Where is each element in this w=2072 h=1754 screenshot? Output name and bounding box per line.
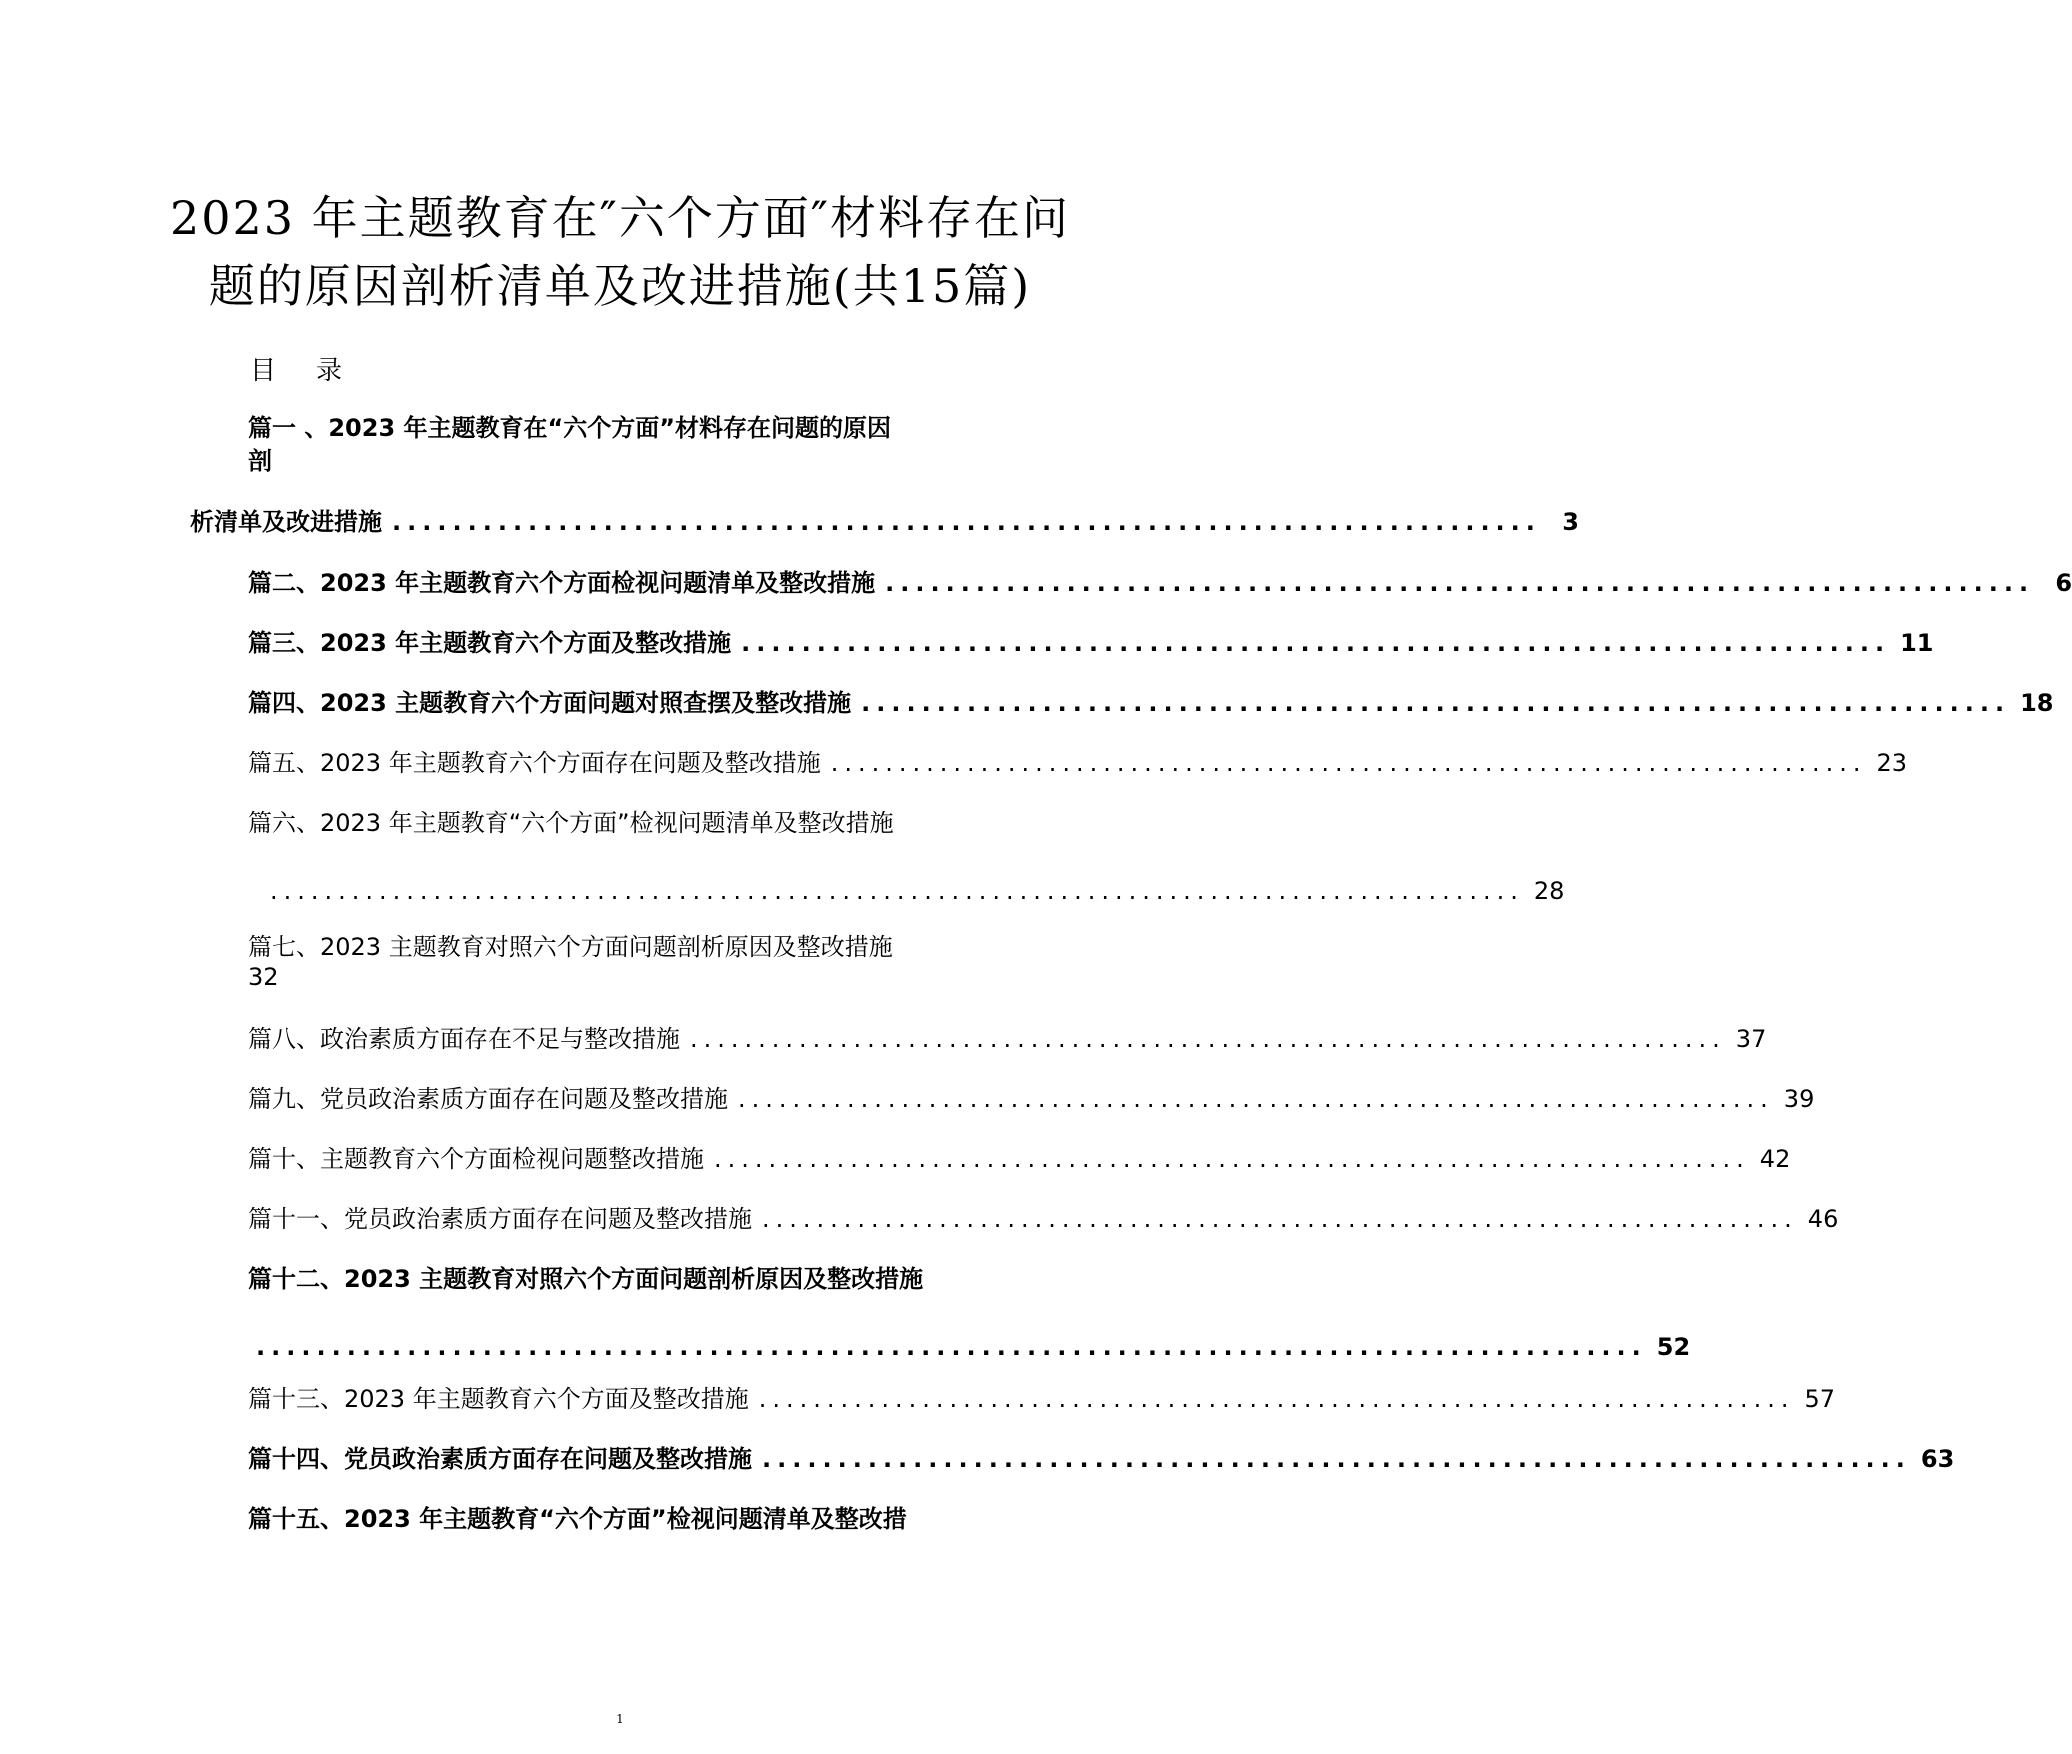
toc-entry-title: 篇四、2023 主题教育六个方面问题对照查摆及整改措施 xyxy=(248,689,852,717)
document-title-line-2: 题的原因剖析清单及改进措施(共15篇) xyxy=(208,259,1032,313)
toc-leader-dots: ............................................................................ xyxy=(738,1085,1774,1113)
toc-page-number: 39 xyxy=(1783,1085,1815,1113)
toc-entry-5[interactable] xyxy=(248,748,1908,778)
document-title-line-1: 2023 年主题教育在″六个方面″材料存在问 xyxy=(169,191,1071,245)
toc-entry-12-title: 篇十二、2023 主题教育对照六个方面问题剖析原因及整改措施 xyxy=(248,1265,924,1293)
toc-page-number: 63 xyxy=(1920,1445,1955,1473)
toc-entry-title: 篇十四、党员政治素质方面存在问题及整改措施 xyxy=(248,1445,752,1473)
toc-leader-dots: ............................................................................ xyxy=(690,1025,1726,1053)
toc-entry-title: 篇九、党员政治素质方面存在问题及整改措施 xyxy=(248,1085,728,1113)
toc-page-number: 18 xyxy=(2020,689,2054,717)
toc-entry-title: 篇二、2023 年主题教育六个方面检视问题清单及整改措施 xyxy=(248,569,876,597)
toc-entry-13[interactable] xyxy=(248,1384,1836,1414)
toc-entry-4[interactable] xyxy=(248,688,2054,718)
toc-page-number: 46 xyxy=(1807,1205,1839,1233)
toc-page-number: 28 xyxy=(1533,877,1565,905)
toc-leader-dots: ............................................................................................ xyxy=(256,1333,1647,1361)
toc-leader-dots: ............................................................................ xyxy=(830,749,1867,777)
toc-leader-dots: ............................................................................ xyxy=(392,508,1541,536)
toc-entry-2[interactable] xyxy=(248,568,2072,598)
toc-entry-title: 篇十三、2023 年主题教育六个方面及整改措施 xyxy=(248,1385,749,1413)
toc-entry-7-page[interactable]: 32 xyxy=(248,963,279,991)
toc-entry-1-line-3: 析清单及改进措施 xyxy=(190,508,382,536)
toc-entry-14[interactable] xyxy=(248,1444,1955,1474)
toc-entry-1-line-1: 篇一 、2023 年主题教育在“六个方面”材料存在问题的原因 xyxy=(248,414,892,442)
toc-leader-dots: ............................................................................ xyxy=(741,629,1891,657)
toc-page-number: 6 xyxy=(2055,569,2072,597)
toc-heading-char-1: 目 xyxy=(250,356,277,386)
toc-page-number: 37 xyxy=(1735,1025,1767,1053)
toc-page-number: 42 xyxy=(1759,1145,1791,1173)
toc-page-number: 11 xyxy=(1900,629,1934,657)
toc-entry-6-title: 篇六、2023 年主题教育“六个方面”检视问题清单及整改措施 xyxy=(248,809,894,837)
toc-entry-12[interactable] xyxy=(256,1332,1691,1362)
toc-leader-dots: ............................................................................ xyxy=(758,1385,1795,1413)
toc-leader-dots: ............................................................................ xyxy=(762,1205,1798,1233)
toc-leader-dots: ............................................................................................ xyxy=(270,877,1524,905)
toc-heading-char-2: 录 xyxy=(316,356,343,386)
toc-entry-11[interactable] xyxy=(248,1204,1839,1234)
toc-entry-6[interactable] xyxy=(270,876,1565,906)
toc-leader-dots: ............................................................................ xyxy=(885,569,2035,597)
toc-page-number: 23 xyxy=(1876,749,1908,777)
toc-page-number: 57 xyxy=(1804,1385,1836,1413)
toc-page-number: 3 xyxy=(1562,508,1579,536)
toc-leader-dots: ............................................................................ xyxy=(861,689,2011,717)
toc-entry-title: 篇八、政治素质方面存在不足与整改措施 xyxy=(248,1025,680,1053)
toc-entry-3[interactable] xyxy=(248,628,1934,658)
toc-entry-title: 篇十一、党员政治素质方面存在问题及整改措施 xyxy=(248,1205,752,1233)
toc-entry-8[interactable] xyxy=(248,1024,1767,1054)
toc-entry-7-title: 篇七、2023 主题教育对照六个方面问题剖析原因及整改措施 xyxy=(248,933,893,961)
toc-entry-1-line-2: 剖 xyxy=(248,447,272,475)
page-number: 1 xyxy=(616,1712,624,1726)
toc-leader-dots: ............................................................................ xyxy=(714,1145,1750,1173)
toc-page-number: 52 xyxy=(1656,1333,1691,1361)
toc-entry-9[interactable] xyxy=(248,1084,1815,1114)
toc-heading xyxy=(250,350,342,387)
toc-entry-title: 篇三、2023 年主题教育六个方面及整改措施 xyxy=(248,629,732,657)
toc-entry-10[interactable] xyxy=(248,1144,1791,1174)
toc-entry-title: 篇五、2023 年主题教育六个方面存在问题及整改措施 xyxy=(248,749,821,777)
toc-leader-dots: ............................................................................ xyxy=(762,1445,1911,1473)
toc-entry-15[interactable]: 篇十五、2023 年主题教育“六个方面”检视问题清单及整改措 xyxy=(248,1505,907,1533)
toc-entry-1[interactable] xyxy=(190,507,1579,537)
toc-entry-title: 篇十、主题教育六个方面检视问题整改措施 xyxy=(248,1145,704,1173)
